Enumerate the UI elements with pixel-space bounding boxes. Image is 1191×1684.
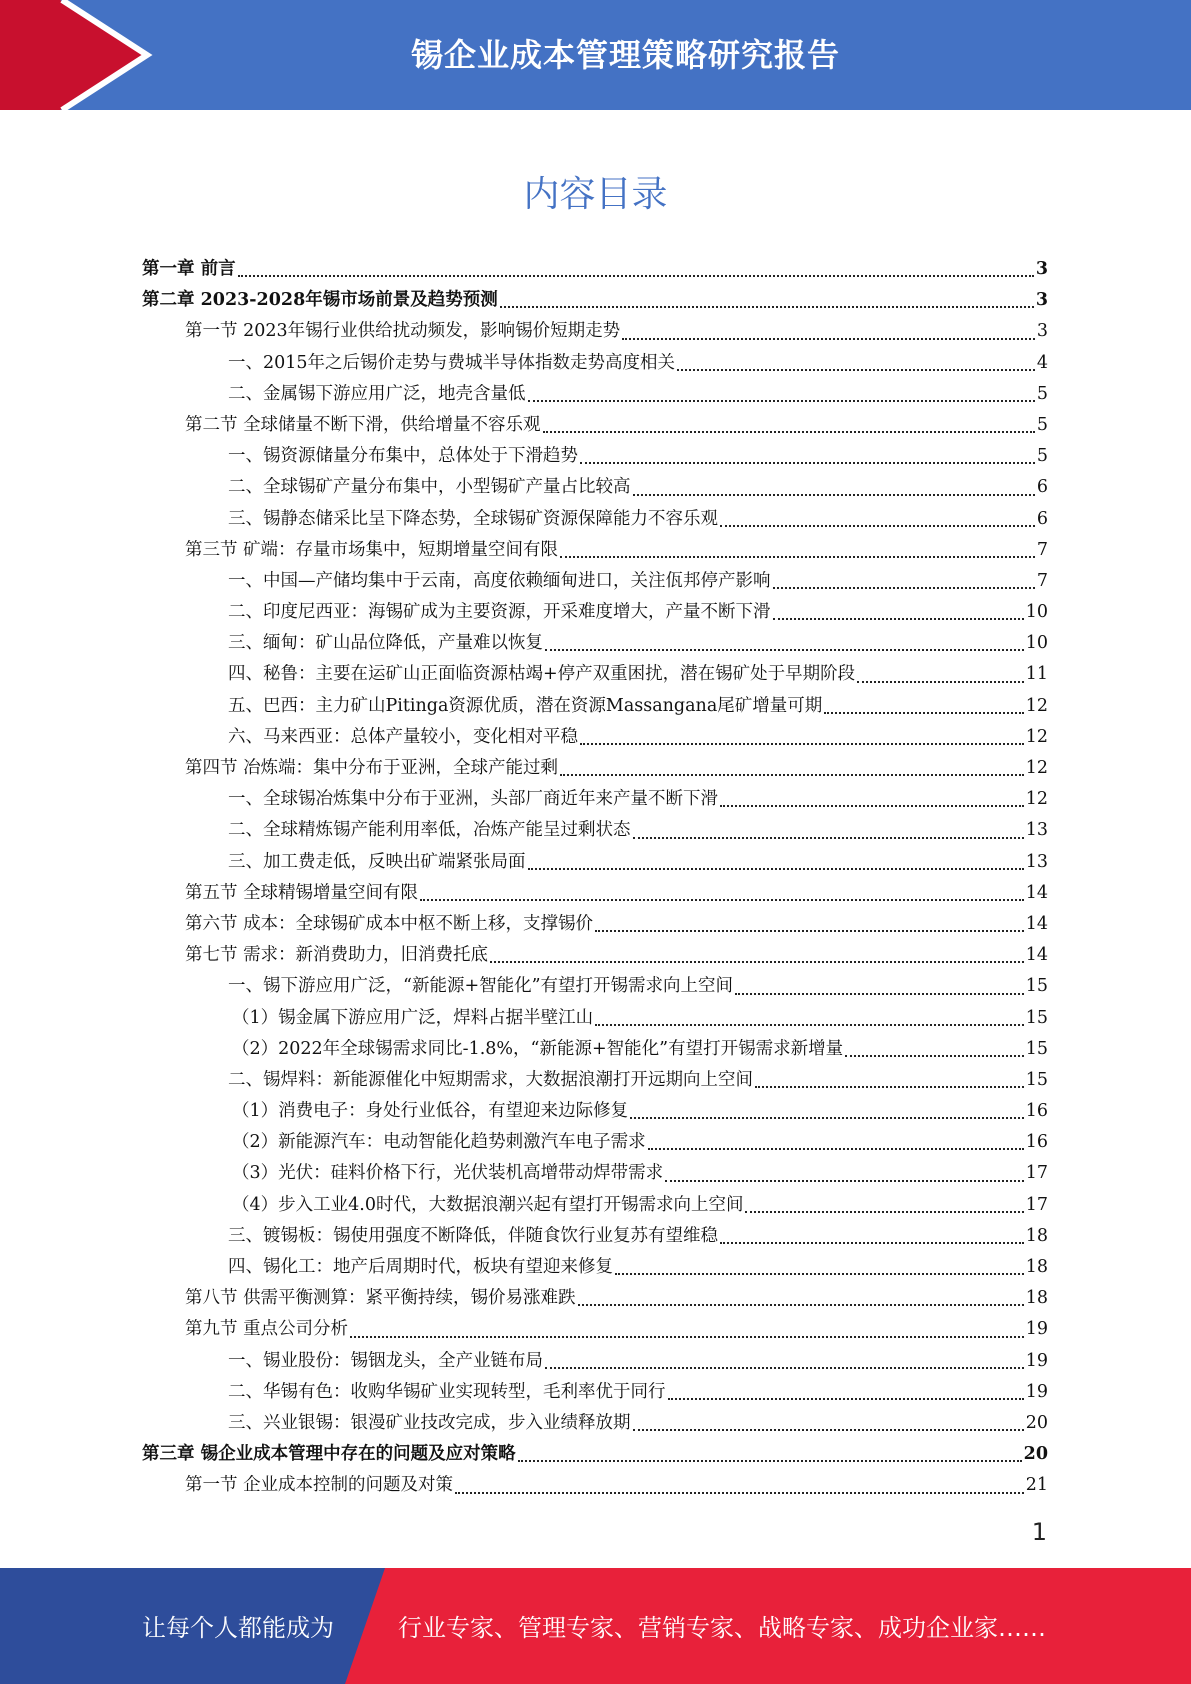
toc-entry-title: （4）步入工业4.0时代，大数据浪潮兴起有望打开锡需求向上空间 xyxy=(232,1194,744,1215)
table-of-contents xyxy=(142,254,1048,1502)
toc-entry-title: 三、镀锡板：锡使用强度不断降低，伴随食饮行业复苏有望维稳 xyxy=(228,1225,718,1246)
toc-heading: 内容目录 xyxy=(523,174,668,215)
toc-dot-leader xyxy=(668,1398,1024,1400)
toc-entry[interactable] xyxy=(142,784,1048,815)
toc-dot-leader xyxy=(720,525,1035,527)
toc-entry-page: 10 xyxy=(1025,633,1048,654)
toc-entry-title: （1）消费电子：身处行业低谷，有望迎来边际修复 xyxy=(232,1101,629,1122)
toc-entry[interactable] xyxy=(142,316,1048,347)
toc-dot-leader xyxy=(420,899,1024,901)
toc-dot-leader xyxy=(350,1336,1024,1338)
toc-entry-page: 14 xyxy=(1025,945,1048,966)
toc-dot-leader xyxy=(518,1460,1022,1462)
toc-dot-leader xyxy=(560,774,1024,776)
toc-entry-page: 5 xyxy=(1036,414,1048,435)
toc-entry-page: 3 xyxy=(1035,259,1048,279)
toc-entry-page: 18 xyxy=(1025,1257,1048,1277)
toc-entry-page: 17 xyxy=(1025,1163,1048,1184)
toc-entry-page: 3 xyxy=(1035,290,1048,311)
toc-entry-title: 一、全球锡冶炼集中分布于亚洲，头部厂商近年来产量不断下滑 xyxy=(228,789,718,810)
toc-entry-page: 10 xyxy=(1025,602,1048,623)
toc-entry-page: 6 xyxy=(1036,508,1048,529)
footer-slogan-right: 行业专家、管理专家、营销专家、战略专家、成功企业家…… xyxy=(398,1614,1046,1642)
toc-entry[interactable] xyxy=(142,535,1048,566)
toc-dot-leader xyxy=(633,494,1035,496)
toc-dot-leader xyxy=(528,868,1024,870)
toc-entry[interactable] xyxy=(142,628,1048,659)
toc-entry-title: 一、中国—产储均集中于云南，高度依赖缅甸进口，关注佤邦停产影响 xyxy=(228,570,771,591)
toc-entry-page: 5 xyxy=(1036,446,1048,467)
toc-entry-page: 3 xyxy=(1036,321,1048,342)
toc-entry-page: 20 xyxy=(1025,1412,1048,1433)
toc-entry-title: 第二章 2023-2028年锡市场前景及趋势预测 xyxy=(142,290,498,311)
toc-entry-title: （1）锡金属下游应用广泛，焊料占据半壁江山 xyxy=(232,1007,594,1028)
toc-entry[interactable] xyxy=(142,285,1048,316)
toc-dot-leader xyxy=(622,338,1035,340)
toc-entry-title: 四、秘鲁：主要在运矿山正面临资源枯竭+停产双重困扰，潜在锡矿处于早期阶段 xyxy=(228,664,856,685)
toc-entry-title: 二、印度尼西亚：海锡矿成为主要资源，开采难度增大，产量不断下滑 xyxy=(228,602,771,623)
toc-dot-leader xyxy=(528,400,1035,402)
toc-dot-leader xyxy=(630,1117,1024,1119)
toc-entry-title: 一、锡下游应用广泛，“新能源+智能化”有望打开锡需求向上空间 xyxy=(228,976,734,997)
toc-entry-page: 11 xyxy=(1025,664,1048,685)
toc-entry-title: 第四节 冶炼端：集中分布于亚洲，全球产能过剩 xyxy=(185,758,559,778)
toc-entry[interactable] xyxy=(142,940,1048,971)
toc-entry[interactable] xyxy=(142,1158,1048,1189)
toc-entry-title: 六、马来西亚：总体产量较小，变化相对平稳 xyxy=(228,726,578,747)
toc-entry-title: 三、加工费走低，反映出矿端紧张局面 xyxy=(228,851,526,872)
toc-dot-leader xyxy=(648,1148,1024,1150)
toc-dot-leader xyxy=(545,649,1024,651)
toc-dot-leader xyxy=(595,930,1024,932)
toc-entry[interactable] xyxy=(142,815,1048,846)
toc-entry[interactable] xyxy=(142,847,1048,878)
toc-entry-page: 17 xyxy=(1025,1194,1048,1215)
toc-entry-page: 13 xyxy=(1025,820,1048,841)
toc-dot-leader xyxy=(735,993,1024,995)
toc-entry[interactable] xyxy=(142,410,1048,441)
toc-entry-title: 第三章 锡企业成本管理中存在的问题及应对策略 xyxy=(142,1444,516,1465)
toc-dot-leader xyxy=(500,306,1034,308)
toc-dot-leader xyxy=(755,1086,1024,1088)
toc-entry-page: 12 xyxy=(1025,695,1048,716)
toc-entry[interactable] xyxy=(142,1003,1048,1034)
toc-entry[interactable] xyxy=(142,1034,1048,1065)
toc-entry[interactable] xyxy=(142,1377,1048,1408)
toc-entry-page: 15 xyxy=(1025,1069,1048,1090)
toc-entry-page: 7 xyxy=(1036,539,1048,560)
toc-entry[interactable] xyxy=(142,1346,1048,1377)
toc-entry-title: 第六节 成本：全球锡矿成本中枢不断上移，支撑锡价 xyxy=(185,913,594,934)
toc-dot-leader xyxy=(545,1367,1024,1369)
toc-dot-leader xyxy=(745,1211,1023,1213)
toc-entry[interactable] xyxy=(142,1221,1048,1252)
toc-entry-page: 18 xyxy=(1025,1288,1048,1309)
toc-entry-title: 四、锡化工：地产后周期时代，板块有望迎来修复 xyxy=(228,1257,613,1277)
toc-entry[interactable] xyxy=(142,691,1048,722)
toc-entry-title: 一、2015年之后锡价走势与费城半导体指数走势高度相关 xyxy=(228,352,676,373)
toc-dot-leader xyxy=(773,618,1024,620)
toc-entry-page: 15 xyxy=(1025,1007,1048,1028)
toc-entry-page: 5 xyxy=(1036,383,1048,404)
toc-entry-title: 第三节 矿端：存量市场集中，短期增量空间有限 xyxy=(185,539,559,560)
toc-entry[interactable] xyxy=(142,1283,1048,1314)
toc-entry-title: 三、缅甸：矿山品位降低，产量难以恢复 xyxy=(228,633,543,654)
toc-entry-page: 12 xyxy=(1025,726,1048,747)
toc-entry-page: 14 xyxy=(1025,913,1048,934)
toc-dot-leader xyxy=(490,961,1024,963)
toc-dot-leader xyxy=(677,369,1035,371)
toc-entry-page: 18 xyxy=(1025,1225,1048,1246)
toc-entry-title: 一、锡资源储量分布集中，总体处于下滑趋势 xyxy=(228,446,578,467)
toc-entry-title: 二、锡焊料：新能源催化中短期需求，大数据浪潮打开远期向上空间 xyxy=(228,1069,753,1090)
toc-entry-title: （2）新能源汽车：电动智能化趋势刺激汽车电子需求 xyxy=(232,1132,646,1153)
toc-entry-page: 19 xyxy=(1025,1350,1048,1371)
toc-entry[interactable] xyxy=(142,878,1048,909)
toc-entry-title: 第一节 2023年锡行业供给扰动频发，影响锡价短期走势 xyxy=(185,321,621,342)
toc-dot-leader xyxy=(578,1304,1024,1306)
footer-slogan-left: 让每个人都能成为 xyxy=(142,1614,334,1642)
toc-entry-title: 二、全球锡矿产量分布集中，小型锡矿产量占比较高 xyxy=(228,477,631,498)
toc-dot-leader xyxy=(595,1024,1024,1026)
toc-entry-page: 19 xyxy=(1025,1381,1048,1402)
toc-entry[interactable] xyxy=(142,472,1048,503)
toc-entry[interactable] xyxy=(142,1408,1048,1439)
toc-entry[interactable] xyxy=(142,1127,1048,1158)
toc-entry-title: 二、全球精炼锡产能利用率低，冶炼产能呈过剩状态 xyxy=(228,820,631,841)
toc-entry-page: 16 xyxy=(1025,1101,1048,1122)
toc-entry-title: （2）2022年全球锡需求同比-1.8%，“新能源+智能化”有望打开锡需求新增量 xyxy=(232,1038,844,1059)
toc-entry-page: 15 xyxy=(1025,1038,1048,1059)
report-title: 锡企业成本管理策略研究报告 xyxy=(410,36,840,74)
toc-entry[interactable] xyxy=(142,504,1048,535)
toc-dot-leader xyxy=(720,805,1024,807)
toc-entry-page: 7 xyxy=(1036,570,1048,591)
toc-entry[interactable] xyxy=(142,1190,1048,1221)
toc-entry[interactable] xyxy=(142,597,1048,628)
toc-entry-page: 16 xyxy=(1025,1132,1048,1153)
toc-entry-title: 第五节 全球精锡增量空间有限 xyxy=(185,882,419,903)
toc-entry[interactable] xyxy=(142,1065,1048,1096)
toc-dot-leader xyxy=(543,431,1035,433)
toc-dot-leader xyxy=(857,681,1024,683)
toc-entry[interactable] xyxy=(142,348,1048,379)
toc-entry[interactable] xyxy=(142,722,1048,753)
toc-entry[interactable] xyxy=(142,1439,1048,1470)
toc-dot-leader xyxy=(580,462,1035,464)
toc-entry-title: 五、巴西：主力矿山Pitinga资源优质，潜在资源Massangana尾矿增量可期 xyxy=(228,695,823,716)
toc-entry[interactable] xyxy=(142,441,1048,472)
toc-entry[interactable] xyxy=(142,1470,1048,1501)
toc-entry-page: 6 xyxy=(1036,477,1048,498)
toc-entry-title: 第九节 重点公司分析 xyxy=(185,1319,349,1340)
toc-entry-page: 15 xyxy=(1025,976,1048,997)
toc-entry[interactable] xyxy=(142,254,1048,285)
toc-entry-title: 三、锡静态储采比呈下降态势，全球锡矿资源保障能力不容乐观 xyxy=(228,508,718,529)
footer-band xyxy=(0,1568,1191,1684)
toc-entry-title: 二、华锡有色：收购华锡矿业实现转型，毛利率优于同行 xyxy=(228,1381,666,1402)
toc-entry-page: 13 xyxy=(1025,851,1048,872)
toc-dot-leader xyxy=(845,1055,1024,1057)
toc-entry[interactable] xyxy=(142,1252,1048,1283)
toc-entry-page: 12 xyxy=(1025,789,1048,810)
toc-entry-page: 4 xyxy=(1036,352,1048,373)
toc-dot-leader xyxy=(560,556,1035,558)
toc-entry[interactable] xyxy=(142,379,1048,410)
toc-entry[interactable] xyxy=(142,909,1048,940)
toc-dot-leader xyxy=(773,587,1035,589)
toc-entry-title: 第一章 前言 xyxy=(142,259,236,279)
toc-entry[interactable] xyxy=(142,1096,1048,1127)
toc-dot-leader xyxy=(580,743,1024,745)
toc-entry-page: 19 xyxy=(1025,1319,1048,1340)
toc-dot-leader xyxy=(633,1429,1024,1431)
toc-entry[interactable] xyxy=(142,971,1048,1002)
toc-dot-leader xyxy=(615,1273,1024,1275)
toc-dot-leader xyxy=(633,837,1024,839)
page-number: 1 xyxy=(1031,1518,1047,1546)
toc-entry-title: 一、锡业股份：锡铟龙头，全产业链布局 xyxy=(228,1350,543,1371)
toc-dot-leader xyxy=(824,712,1023,714)
toc-entry-title: 第二节 全球储量不断下滑，供给增量不容乐观 xyxy=(185,414,541,435)
toc-entry-title: 二、金属锡下游应用广泛，地壳含量低 xyxy=(228,383,526,404)
toc-entry-title: （3）光伏：硅料价格下行，光伏装机高增带动焊带需求 xyxy=(232,1163,664,1184)
toc-entry-title: 第八节 供需平衡测算：紧平衡持续，锡价易涨难跌 xyxy=(185,1288,576,1309)
toc-entry[interactable] xyxy=(142,1314,1048,1345)
toc-entry-page: 14 xyxy=(1025,882,1048,903)
toc-entry-title: 三、兴业银锡：银漫矿业技改完成，步入业绩释放期 xyxy=(228,1412,631,1433)
toc-dot-leader xyxy=(455,1492,1024,1494)
toc-dot-leader xyxy=(238,275,1034,277)
header-band xyxy=(0,0,1191,110)
toc-entry-title: 第七节 需求：新消费助力，旧消费托底 xyxy=(185,945,489,966)
toc-entry[interactable] xyxy=(142,753,1048,784)
toc-entry-page: 21 xyxy=(1025,1475,1048,1496)
toc-entry[interactable] xyxy=(142,659,1048,690)
toc-entry-page: 20 xyxy=(1023,1444,1048,1465)
toc-entry[interactable] xyxy=(142,566,1048,597)
toc-dot-leader xyxy=(720,1242,1024,1244)
toc-dot-leader xyxy=(665,1180,1024,1182)
toc-entry-title: 第一节 企业成本控制的问题及对策 xyxy=(185,1475,454,1496)
toc-entry-page: 12 xyxy=(1025,758,1048,778)
